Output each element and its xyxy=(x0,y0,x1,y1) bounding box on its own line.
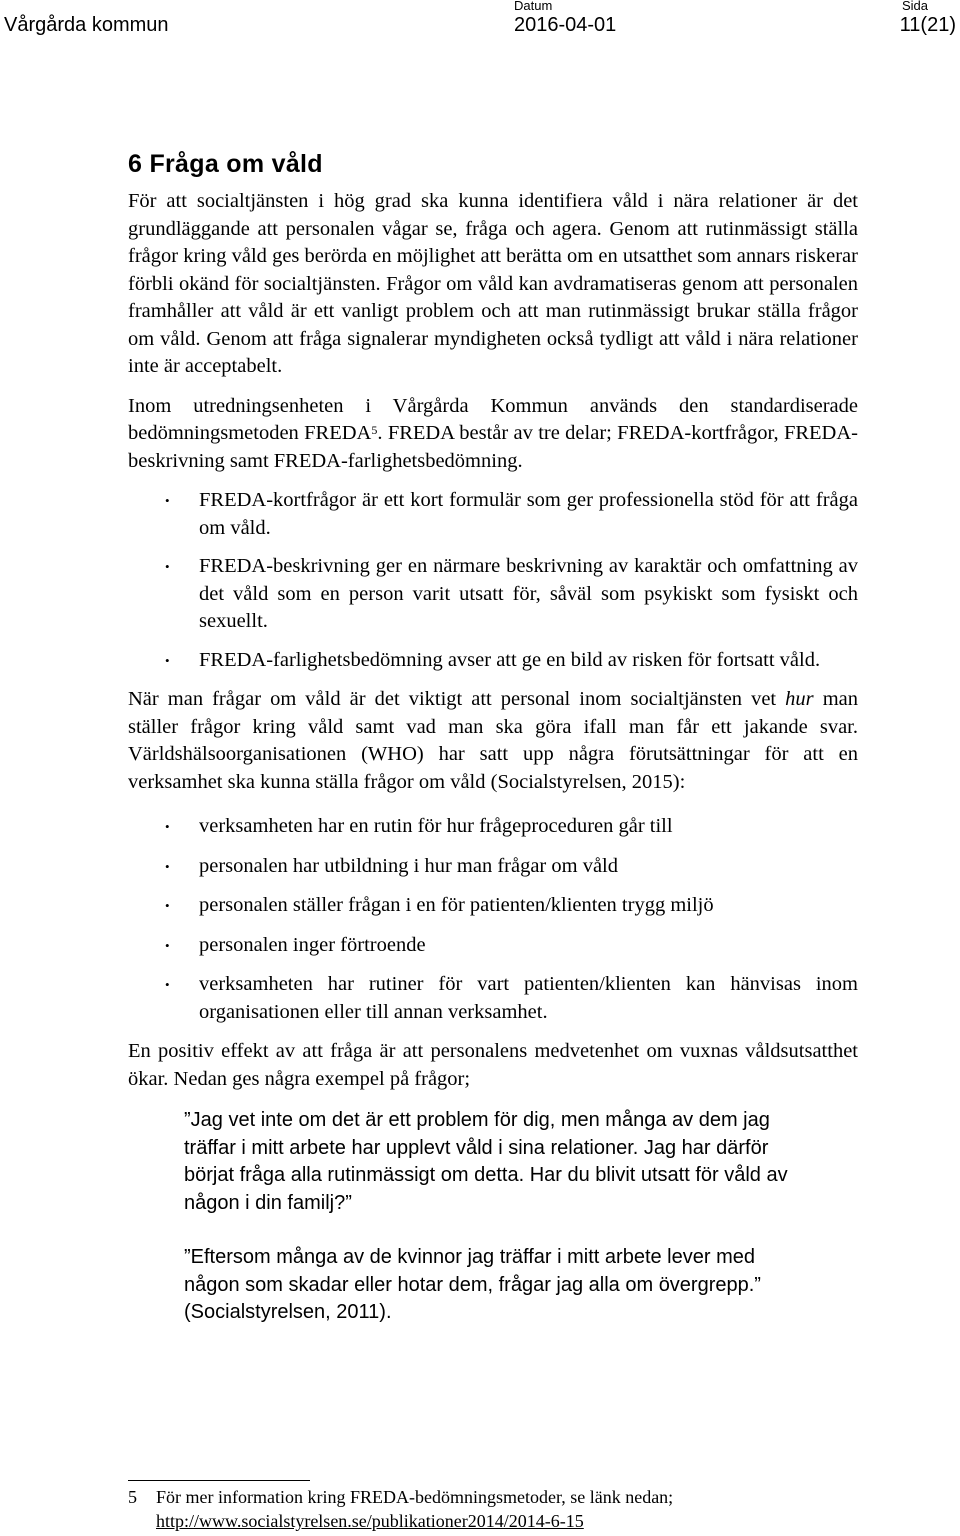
list-item-text: FREDA-farlighetsbedömning avser att ge en bild av risken för fortsatt våld. xyxy=(199,648,821,671)
who-paragraph-text-cont: man ställer frågor kring våld samt vad man ska göra ifall man får ett jakande svar. Världshälsoorganisationen (WHO) har satt upp några förutsättningar för att en verksamhet ska kunna ställa frågor om våld (Socialstyrelsen, 2015): xyxy=(128,688,858,793)
section-heading: 6 Fråga om våld xyxy=(128,150,323,178)
freda-paragraph xyxy=(128,393,858,476)
list-item xyxy=(128,487,858,542)
list-item-text: personalen inger förtroende xyxy=(199,933,426,956)
list-item-text: verksamheten har en rutin för hur frågeproceduren går till xyxy=(199,815,673,837)
example-quote: ”Jag vet inte om det är ett problem för dig, men många av dem jag träffar i mitt arbete har upplevt våld i sina relationer. Jag har därför börjat fråga alla rutinmässigt om detta. Har du blivit utsatt för våld av någon i din familj?” xyxy=(184,1109,788,1214)
example-quote: ”Eftersom många av de kvinnor jag träffar i mitt arbete lever med någon som skadar eller hotar dem, frågar jag alla om övergrepp.” (Socialstyrelsen, 2011). xyxy=(184,1246,761,1323)
list-item-text: personalen har utbildning i hur man frågar om våld xyxy=(199,854,618,877)
header-page-caption: Sida xyxy=(901,0,928,13)
list-item xyxy=(128,892,858,920)
bullet-icon: • xyxy=(165,493,170,508)
bullet-icon: • xyxy=(165,652,170,668)
document-body xyxy=(128,150,858,1327)
bullet-icon: • xyxy=(165,819,170,834)
freda-parts-list xyxy=(128,487,858,674)
freda-paragraph-text-cont: . FREDA består av tre delar; FREDA-kortfrågor, FREDA-beskrivning samt FREDA-farlighetsbedömning. xyxy=(128,422,858,472)
who-paragraph-text: När man frågar om våld är det viktigt att personal inom socialtjänsten vet xyxy=(128,688,786,710)
who-paragraph xyxy=(128,686,858,796)
footnote-reference[interactable]: 5 xyxy=(371,423,378,437)
emphasized-word: hur xyxy=(785,688,814,710)
bullet-icon: • xyxy=(165,559,170,574)
freda-paragraph-text: Inom utredningsenheten i Vårgårda Kommun används den standardiserade bedömningsmetoden FREDA xyxy=(128,394,858,444)
footnote-number: 5 xyxy=(128,1487,137,1507)
list-item xyxy=(128,647,858,675)
list-item-text: FREDA-kortfrågor är ett kort formulär som ger professionella stöd för att fråga om våld. xyxy=(199,489,858,539)
footnote-divider xyxy=(128,1480,310,1481)
bullet-icon: • xyxy=(165,977,170,992)
intro-paragraph: För att socialtjänsten i hög grad ska kunna identifiera våld i nära relationer är det grundläggande att personalen vågar se, fråga och agera. Genom att rutinmässigt ställa frågor kring våld ges berörda en möjlighet att berätta om en utsatthet som annars riskerar förbli okänd för socialtjänsten. Frågor om våld kan avdramatiseras genom att personalen framhåller att våld är ett vanligt problem och att man rutinmässigt brukar ställa frågor om våld. Genom att fråga signalerar myndigheten också tydligt att våld i nära relationer inte är acceptabelt. xyxy=(128,190,858,377)
header-organization: Vårgårda kommun xyxy=(4,14,169,36)
list-item xyxy=(128,553,858,636)
list-item-text: FREDA-beskrivning ger en närmare beskrivning av karaktär och omfattning av det våld som en person varit utsatt för, såväl som psykiskt som fysiskt och sexuellt. xyxy=(199,555,858,632)
footnote-text: För mer information kring FREDA-bedömningsmetoder, se länk nedan; xyxy=(156,1487,674,1507)
header-date-caption: Datum xyxy=(514,0,553,13)
list-item xyxy=(128,932,858,960)
bullet-icon: • xyxy=(165,858,170,874)
effect-paragraph: En positiv effekt av att fråga är att personalens medvetenhet om vuxnas våldsutsatthet ökar. Nedan ges några exempel på frågor; xyxy=(128,1040,858,1090)
bullet-icon: • xyxy=(165,898,170,913)
list-item xyxy=(128,971,858,1026)
who-conditions-list xyxy=(128,813,858,1026)
list-item xyxy=(128,853,858,881)
footnote-link[interactable]: http://www.socialstyrelsen.se/publikationer2014/2014-6-15 xyxy=(156,1511,584,1531)
bullet-icon: • xyxy=(165,937,170,953)
list-item-text: verksamheten har rutiner för vart patienten/klienten kan hänvisas inom organisationen eller till annan verksamhet. xyxy=(199,973,858,1023)
header-page-number: 11(21) xyxy=(899,14,956,36)
header-date: 2016-04-01 xyxy=(514,14,617,36)
list-item-text: personalen ställer frågan i en för patienten/klienten trygg miljö xyxy=(199,894,714,916)
list-item xyxy=(128,813,858,841)
